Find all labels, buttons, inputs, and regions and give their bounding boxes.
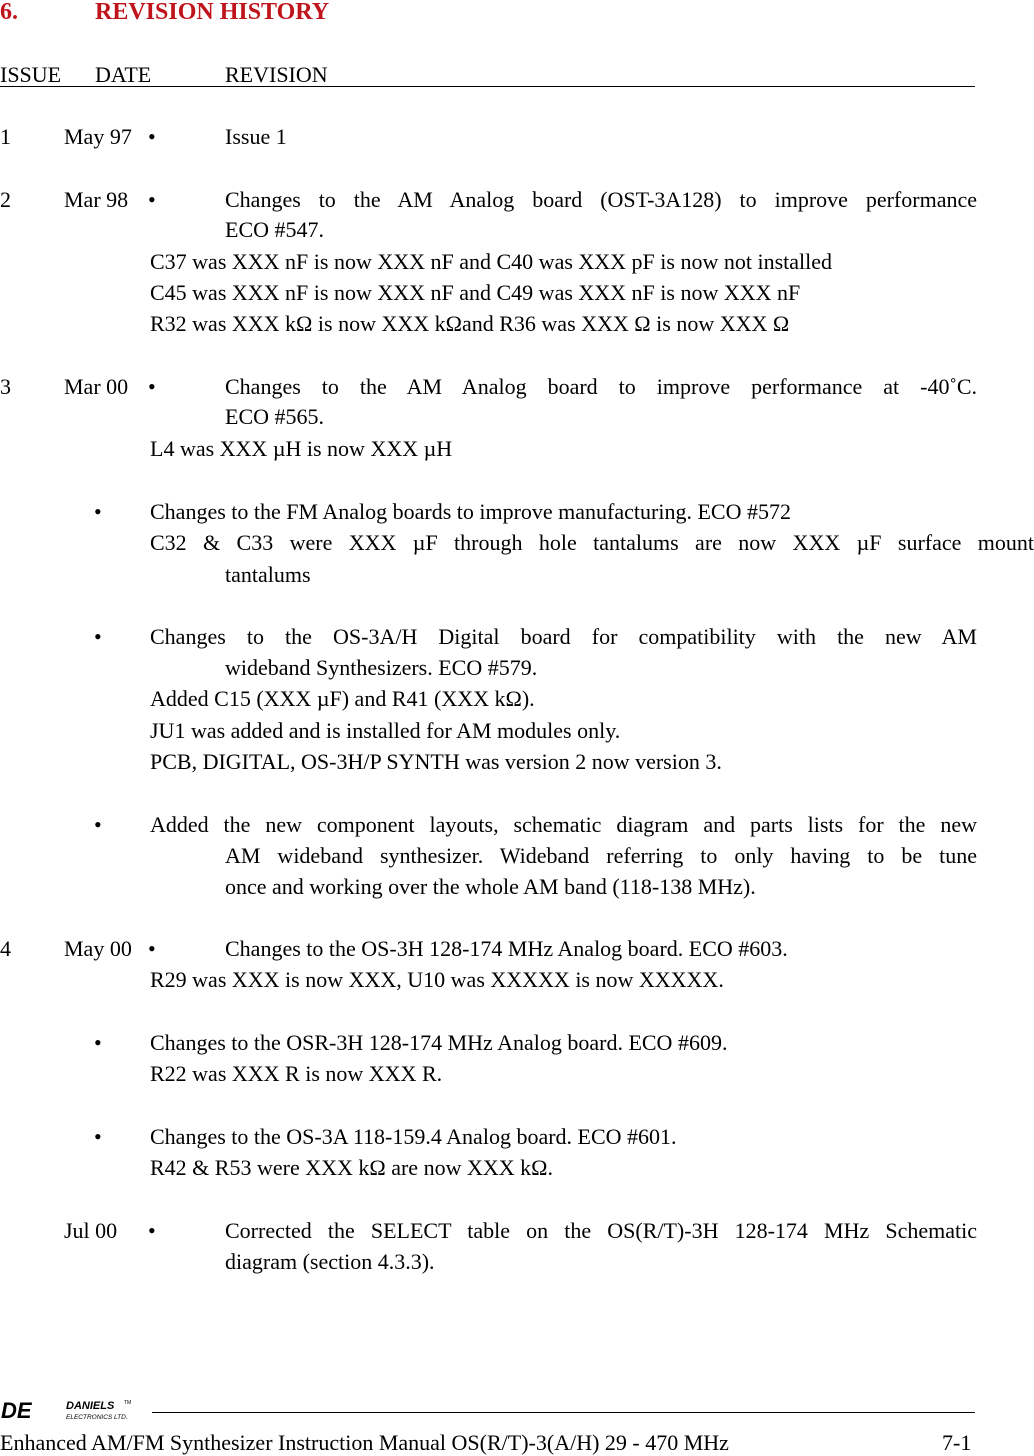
revision-text: once and working over the whole AM band (118-138 MHz). xyxy=(225,874,756,899)
logo-mark: DE xyxy=(1,1398,32,1422)
revision-detail: L4 was XXX µH is now XXX µH xyxy=(150,436,453,461)
revision-detail: tantalums xyxy=(225,562,311,587)
section-number: 6. xyxy=(0,0,18,25)
bullet: • xyxy=(148,124,156,149)
logo-name: DANIELS xyxy=(66,1400,115,1412)
bullet: • xyxy=(148,187,156,212)
revision-text: Corrected the SELECT table on the OS(R/T)-3H 128-174 MHz Schematic xyxy=(225,1218,977,1243)
revision-text: wideband Synthesizers. ECO #579. xyxy=(225,655,538,680)
section-title: REVISION HISTORY xyxy=(95,0,330,25)
issue-number: 2 xyxy=(0,187,11,212)
revision-detail: R32 was XXX kΩ is now XXX kΩand R36 was XXX Ω is now XXX Ω xyxy=(150,311,790,336)
issue-number: 3 xyxy=(0,374,11,399)
revision-text: Changes to the AM Analog board (OST-3A128) to improve performance xyxy=(225,187,977,212)
issue-number: 1 xyxy=(0,124,11,149)
revision-detail: R22 was XXX R is now XXX R. xyxy=(150,1061,443,1086)
bullet: • xyxy=(148,1218,156,1243)
revision-text: ECO #565. xyxy=(225,404,324,429)
column-revision: REVISION xyxy=(225,62,328,87)
daniels-logo xyxy=(0,1398,150,1422)
revision-text: Changes to the AM Analog board to improve performance at -40˚C. xyxy=(225,374,977,399)
revision-detail: C45 was XXX nF is now XXX nF and C49 was XXX nF is now XXX nF xyxy=(150,280,801,305)
revision-text: Changes to the FM Analog boards to improve manufacturing. ECO #572 xyxy=(150,499,791,524)
revision-detail: Added C15 (XXX µF) and R41 (XXX kΩ). xyxy=(150,686,535,711)
column-date: DATE xyxy=(95,62,152,87)
bullet: • xyxy=(148,936,156,961)
revision-detail: R42 & R53 were XXX kΩ are now XXX kΩ. xyxy=(150,1155,553,1180)
revision-text: AM wideband synthesizer. Wideband referring to only having to be tune xyxy=(225,843,977,868)
header-underline xyxy=(0,86,975,87)
bullet: • xyxy=(94,499,102,524)
revision-text: Changes to the OS-3H 128-174 MHz Analog board. ECO #603. xyxy=(225,936,788,961)
revision-text: Changes to the OS-3A 118-159.4 Analog board. ECO #601. xyxy=(150,1124,677,1149)
column-issue: ISSUE xyxy=(0,62,62,87)
bullet: • xyxy=(148,374,156,399)
revision-detail: R29 was XXX is now XXX, U10 was XXXXX is now XXXXX. xyxy=(150,967,724,992)
revision-detail: C37 was XXX nF is now XXX nF and C40 was XXX pF is now not installed xyxy=(150,249,833,274)
revision-text: diagram (section 4.3.3). xyxy=(225,1249,435,1274)
revision-text: Issue 1 xyxy=(225,124,287,149)
logo-tm: TM xyxy=(124,1400,132,1406)
issue-number: 4 xyxy=(0,936,11,961)
issue-date: May 97 xyxy=(64,124,132,149)
bullet: • xyxy=(94,624,102,649)
revision-detail: C32 & C33 were XXX µF through hole tantalums are now XXX µF surface mount xyxy=(150,530,1034,555)
logo-subtitle: ELECTRONICS LTD. xyxy=(66,1414,128,1421)
page-number: 7-1 xyxy=(942,1430,972,1455)
revision-text: Changes to the OSR-3H 128-174 MHz Analog board. ECO #609. xyxy=(150,1030,728,1055)
issue-date: May 00 xyxy=(64,936,132,961)
revision-detail: PCB, DIGITAL, OS-3H/P SYNTH was version 2 now version 3. xyxy=(150,749,722,774)
footer-rule xyxy=(152,1412,975,1413)
issue-date: Mar 98 xyxy=(64,187,129,212)
footer-title: Enhanced AM/FM Synthesizer Instruction Manual OS(R/T)-3(A/H) 29 - 470 MHz xyxy=(0,1430,729,1455)
issue-date: Mar 00 xyxy=(64,374,129,399)
bullet: • xyxy=(94,1030,102,1055)
bullet: • xyxy=(94,1124,102,1149)
revision-detail: JU1 was added and is installed for AM modules only. xyxy=(150,718,621,743)
revision-text: Changes to the OS-3A/H Digital board for compatibility with the new AM xyxy=(150,624,977,649)
revision-text: Added the new component layouts, schematic diagram and parts lists for the new xyxy=(150,812,977,837)
revision-text: ECO #547. xyxy=(225,217,324,242)
issue-date: Jul 00 xyxy=(64,1218,118,1243)
bullet: • xyxy=(94,812,102,837)
